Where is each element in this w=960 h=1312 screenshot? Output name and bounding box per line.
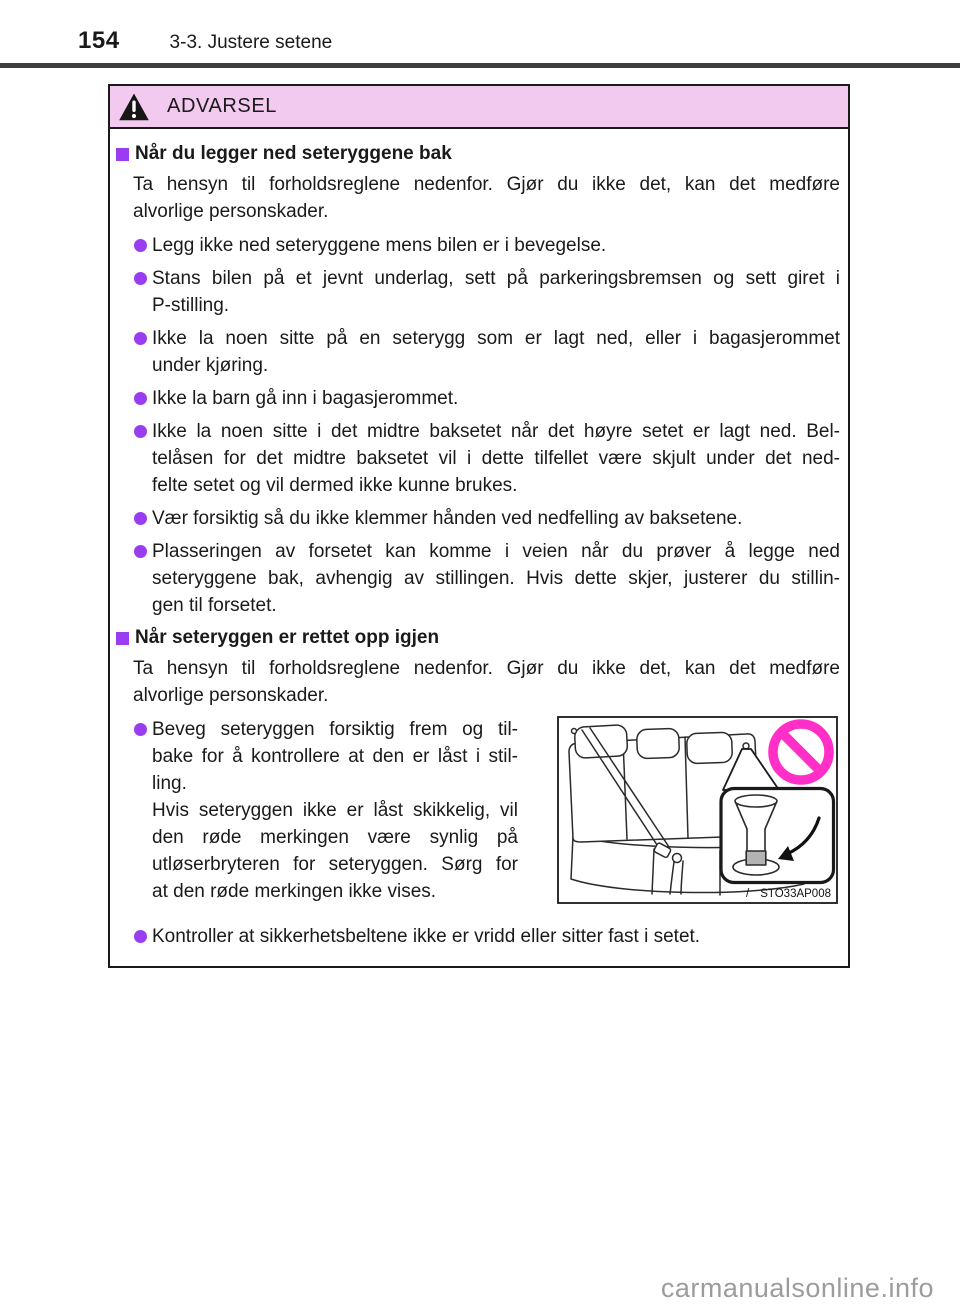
page-header — [0, 0, 960, 55]
warning-bullet — [134, 505, 840, 532]
section-title: 3-3. Justere setene — [169, 32, 333, 53]
bullet-text-continued: Hvis seteryggen ikke er låst skikkelig, vil den røde merkingen være synlig på utløserbryteren for seteryggen. Sørg for at den røde merkingen ikke vises. — [152, 800, 518, 902]
bullet-text: Ikke la barn gå inn i bagasjerommet. — [152, 388, 459, 409]
warning-triangle-icon — [118, 92, 150, 122]
zoom-inset — [721, 789, 834, 883]
bullet-dot-icon — [134, 723, 147, 736]
warning-header — [110, 86, 848, 129]
warning-bullet — [134, 265, 840, 319]
warning-bullet — [134, 232, 840, 259]
bullet-dot-icon — [134, 332, 147, 345]
intro-paragraph: Ta hensyn til forholdsreglene nedenfor. Gjør du ikke det, kan det medføre alvorlige personskader. — [133, 174, 840, 222]
intro-paragraph: Ta hensyn til forholdsreglene nedenfor. Gjør du ikke det, kan det medføre alvorlige personskader. — [133, 658, 840, 706]
bullet-dot-icon — [134, 272, 147, 285]
page-number: 154 — [78, 27, 120, 54]
warning-bullet — [134, 418, 840, 499]
bullet-text: Kontroller at sikkerhetsbeltene ikke er vridd eller sitter fast i setet. — [152, 926, 701, 947]
warning-bullet — [134, 923, 840, 950]
warning-bullet — [134, 716, 518, 905]
subheading-text: Når du legger ned seteryggene bak — [135, 143, 452, 164]
warning-content — [110, 129, 848, 966]
release-button — [743, 743, 749, 749]
square-bullet-icon — [116, 148, 129, 161]
bullet-text: Vær forsiktig så du ikke klemmer hånden ved nedfelling av baksetene. — [152, 508, 743, 529]
bullet-text: Beveg seteryggen forsiktig frem og til- bake for å kontrollere at den er låst i stil- ling. — [152, 719, 518, 794]
bullet-dot-icon — [134, 545, 147, 558]
square-bullet-icon — [116, 632, 129, 645]
subheading-text: Når seteryggen er rettet opp igjen — [135, 627, 440, 648]
red-marking-band — [746, 851, 766, 865]
bullet-text: Stans bilen på et jevnt underlag, sett på parkeringsbremsen og sett giret i P-stilling. — [152, 268, 840, 316]
bullet-dot-icon — [134, 930, 147, 943]
warning-bullet — [134, 325, 840, 379]
bullet-dot-icon — [134, 425, 147, 438]
header-rule — [0, 63, 960, 68]
bullet-text: Ikke la noen sitte i det midtre baksetet når det høyre setet er lagt ned. Bel- telåsen for det midtre baksetet vil i dette tilfellet være skjult under det ned- felte setet og vil dermed ikke kunne brukes. — [152, 421, 840, 496]
watermark: carmanualsonline.info — [660, 1273, 934, 1303]
figure-bullet-column — [116, 716, 518, 911]
warning-subheading-upright — [116, 625, 840, 651]
figure-slash: / — [746, 888, 750, 900]
bullet-dot-icon — [134, 239, 147, 252]
figure-row — [116, 716, 840, 911]
warning-box — [108, 84, 850, 968]
warning-bullet — [134, 385, 840, 412]
warning-title: ADVARSEL — [167, 95, 278, 117]
bullet-text: Plasseringen av forsetet kan komme i veien når du prøver å legge ned seteryggene bak, avhengig av stillingen. Hvis dette skjer, justerer du stillin- gen til forsetet. — [152, 541, 840, 616]
bullet-text: Legg ikke ned seteryggene mens bilen er i bevegelse. — [152, 235, 607, 256]
bullet-dot-icon — [134, 512, 147, 525]
bullet-dot-icon — [134, 392, 147, 405]
figure-code: STO33AP008 — [760, 888, 831, 900]
bullet-text: Ikke la noen sitte på en seterygg som er lagt ned, eller i bagasjerommet under kjøring. — [152, 328, 840, 376]
warning-bullet — [134, 538, 840, 619]
warning-subheading-fold-down — [116, 141, 840, 167]
rear-seat-illustration — [557, 716, 838, 904]
